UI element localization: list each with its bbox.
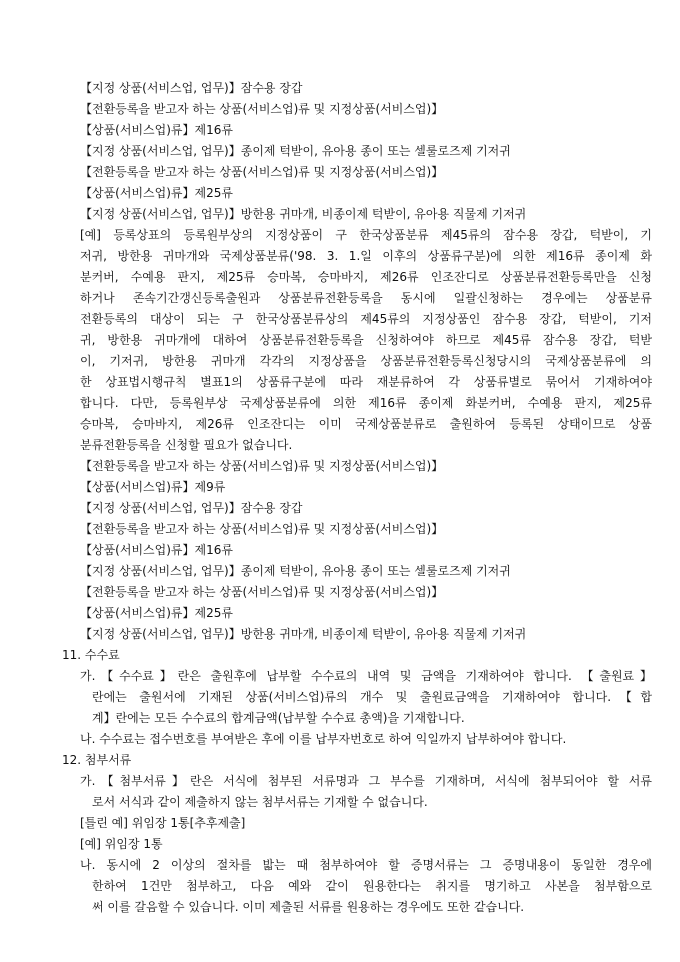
designated-goods-line: 【지정 상품(서비스업, 업무)】방한용 귀마개, 비종이제 턱받이, 유아용 직물제 기저귀 bbox=[80, 627, 527, 641]
attachments-item-ga-cont: 로서 서식과 같이 제출하지 않는 첨부서류는 기재할 수 없습니다. bbox=[92, 795, 428, 809]
example-paragraph-line: 전환등록의 대상이 되는 구 한국상품분류상의 제45류의 지정상품인 잠수용 장갑, 턱받이, 기저 bbox=[80, 312, 652, 326]
conversion-class-line: 【전환등록을 받고자 하는 상품(서비스업)류 및 지정상품(서비스업)】 bbox=[80, 585, 444, 599]
designated-goods-line: 【지정 상품(서비스업, 업무)】종이제 턱받이, 유아용 종이 또는 셀룰로즈제 기저귀 bbox=[80, 564, 511, 578]
example-paragraph-line: 하거나 존속기간갱신등록출원과 상품분류전환등록을 동시에 일괄신청하는 경우에는 상품분류 bbox=[80, 291, 652, 305]
goods-class-line: 【상품(서비스업)류】제9류 bbox=[80, 480, 226, 494]
conversion-class-line: 【전환등록을 받고자 하는 상품(서비스업)류 및 지정상품(서비스업)】 bbox=[80, 459, 444, 473]
attachments-item-ga: 가.【첨부서류】란은 서식에 첨부된 서류명과 그 부수를 기재하며, 서식에 첨부되어야 할 서류 bbox=[80, 774, 652, 788]
example-paragraph-line: 저귀, 방한용 귀마개와 국제상품분류('98. 3. 1.일 이후의 상품류구분)에 의한 제16류 종이제 화 bbox=[80, 249, 652, 263]
example-paragraph-line: 승마복, 승마바지, 제26류 인조잔디는 이미 국제상품분류로 출원하여 등록된 상태이므로 상품 bbox=[80, 417, 652, 431]
designated-goods-line: 【지정 상품(서비스업, 업무)】잠수용 장갑 bbox=[80, 501, 303, 515]
attachments-item-na-cont: 써 이를 갈음할 수 있습니다. 이미 제출된 서류를 원용하는 경우에도 또한 같습니다. bbox=[92, 900, 525, 914]
example-paragraph-line: 귀, 방한용 귀마개에 대하여 상품분류전환등록을 신청하여야 하므로 제45류 잠수용 장갑, 턱받 bbox=[80, 333, 652, 347]
fees-item-ga-cont: 란에는 출원서에 기재된 상품(서비스업)류의 개수 및 출원료금액을 기재하여야 합니다.【합 bbox=[92, 690, 652, 704]
designated-goods-line: 【지정 상품(서비스업, 업무)】방한용 귀마개, 비종이제 턱받이, 유아용 직물제 기저귀 bbox=[80, 207, 527, 221]
conversion-class-line: 【전환등록을 받고자 하는 상품(서비스업)류 및 지정상품(서비스업)】 bbox=[80, 522, 444, 536]
goods-class-line: 【상품(서비스업)류】제16류 bbox=[80, 543, 233, 557]
example-paragraph-line: 한 상표법시행규칙 별표1의 상품류구분에 따라 재분류하여 각 상품류별로 묶어서 기재하여야 bbox=[80, 375, 652, 389]
example-paragraph-line: 분류전환등록을 신청할 필요가 없습니다. bbox=[80, 438, 293, 452]
wrong-example: [틀린 예] 위임장 1통[추후제출] bbox=[80, 816, 246, 830]
example-paragraph-line: 합니다. 다만, 등록원부상 국제상품분류에 의한 제16류 종이제 화분커버, 수예용 판지, 제25류 bbox=[80, 396, 652, 410]
example-paragraph-line: [예] 등록상표의 등록원부상의 지정상품이 구 한국상품분류 제45류의 잠수용 장갑, 턱받이, 기 bbox=[80, 228, 652, 242]
example-paragraph-line: 이, 기저귀, 방한용 귀마개 각각의 지정상품을 상품분류전환등록신청당시의 국제상품분류에 의 bbox=[80, 354, 652, 368]
designated-goods-line: 【지정 상품(서비스업, 업무)】잠수용 장갑 bbox=[80, 81, 303, 95]
fees-item-ga: 가.【수수료】란은 출원후에 납부할 수수료의 내역 및 금액을 기재하여야 합니다. 【출원료】 bbox=[80, 669, 652, 683]
correct-example: [예] 위임장 1통 bbox=[80, 837, 163, 851]
attachments-item-na-cont: 한하여 1건만 첨부하고, 다음 예와 같이 원용한다는 취지를 명기하고 사본을 첨부함으로 bbox=[92, 879, 652, 893]
conversion-class-line: 【전환등록을 받고자 하는 상품(서비스업)류 및 지정상품(서비스업)】 bbox=[80, 102, 444, 116]
conversion-class-line: 【전환등록을 받고자 하는 상품(서비스업)류 및 지정상품(서비스업)】 bbox=[80, 165, 444, 179]
attachments-item-na: 나. 동시에 2 이상의 절차를 밟는 때 첨부하여야 할 증명서류는 그 증명내용이 동일한 경우에 bbox=[80, 858, 652, 872]
designated-goods-line: 【지정 상품(서비스업, 업무)】종이제 턱받이, 유아용 종이 또는 셀룰로즈제 기저귀 bbox=[80, 144, 511, 158]
section-heading-attachments: 12. 첨부서류 bbox=[62, 753, 132, 767]
fees-item-ga-cont: 계】란에는 모든 수수료의 합계금액(납부할 수수료 총액)을 기재합니다. bbox=[92, 711, 465, 725]
example-paragraph-line: 분커버, 수예용 판지, 제25류 승마복, 승마바지, 제26류 인조잔디로 상품분류전환등록만을 신청 bbox=[80, 270, 652, 284]
goods-class-line: 【상품(서비스업)류】제25류 bbox=[80, 186, 233, 200]
fees-item-na: 나. 수수료는 접수번호를 부여받은 후에 이를 납부자번호로 하여 익일까지 납부하여야 합니다. bbox=[80, 732, 567, 746]
goods-class-line: 【상품(서비스업)류】제16류 bbox=[80, 123, 233, 137]
goods-class-line: 【상품(서비스업)류】제25류 bbox=[80, 606, 233, 620]
section-heading-fees: 11. 수수료 bbox=[62, 648, 120, 662]
